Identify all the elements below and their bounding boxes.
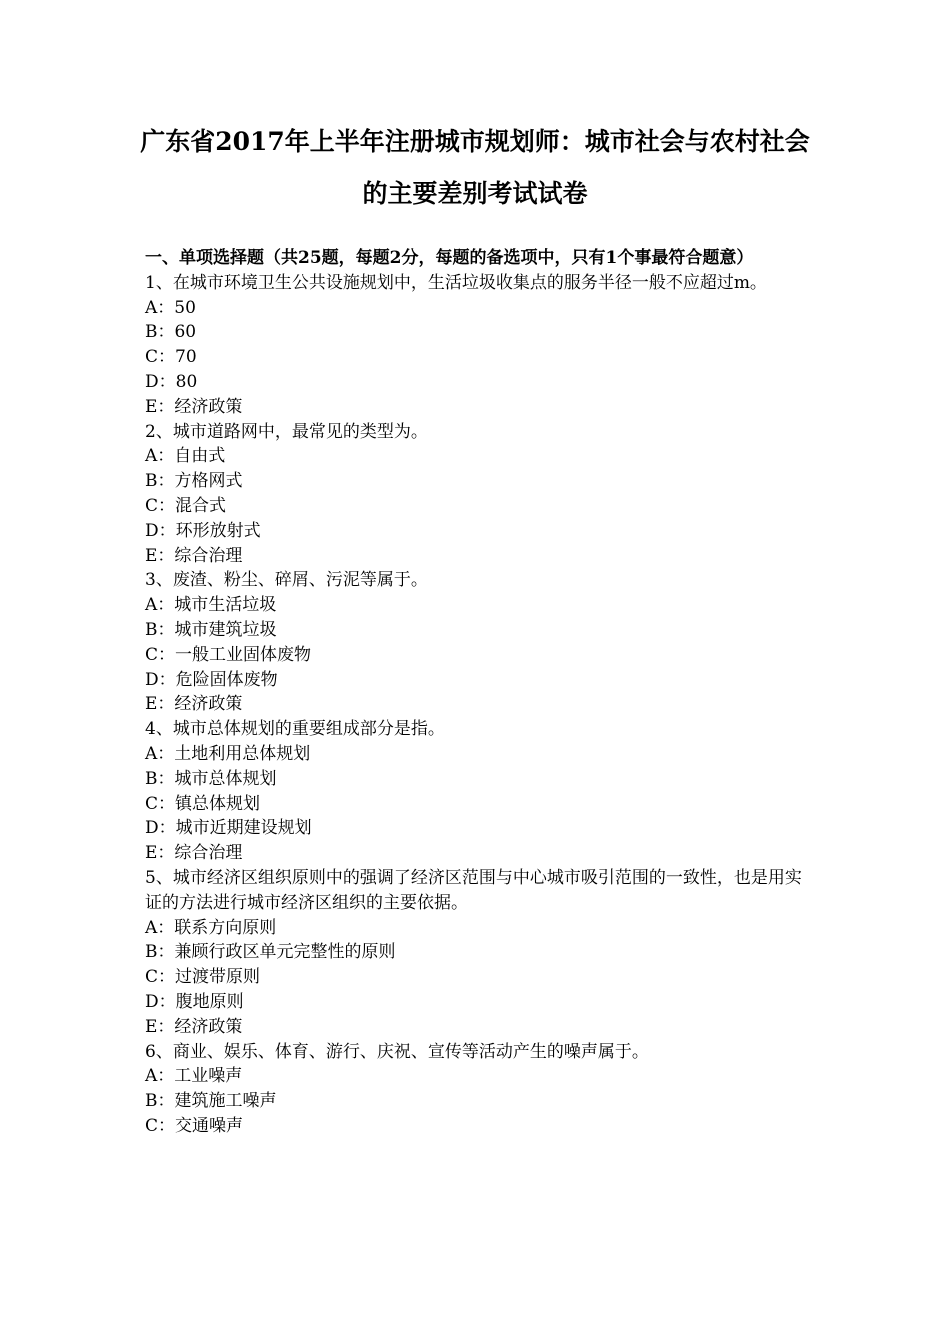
answer-option: C：交通噪声	[145, 1115, 244, 1136]
answer-option: D：环形放射式	[145, 520, 261, 541]
answer-option: C：70	[145, 347, 197, 368]
document-body	[145, 246, 810, 1139]
question-stem: 4、城市总体规划的重要组成部分是指。	[145, 719, 445, 740]
answer-option: B：城市建筑垃圾	[145, 619, 277, 640]
question-stem: 2、城市道路网中，最常见的类型为。	[145, 421, 428, 442]
answer-option: E：综合治理	[145, 545, 243, 566]
question-stem: 1、在城市环境卫生公共设施规划中，生活垃圾收集点的服务半径一般不应超过m。	[145, 272, 767, 293]
answer-option: D：城市近期建设规划	[145, 818, 312, 839]
question-stem: 5、城市经济区组织原则中的强调了经济区范围与中心城市吸引范围的一致性，也是用实证的方法进行城市经济区组织的主要依据。	[145, 867, 802, 913]
answer-option: E：经济政策	[145, 694, 243, 715]
question-5	[145, 866, 810, 1040]
answer-option: A：工业噪声	[145, 1066, 243, 1087]
question-2	[145, 420, 810, 569]
answer-option: E：综合治理	[145, 843, 243, 864]
answer-option: B：兼顾行政区单元完整性的原则	[145, 942, 396, 963]
question-6	[145, 1040, 810, 1139]
answer-option: A：联系方向原则	[145, 917, 277, 938]
question-stem: 6、商业、娱乐、体育、游行、庆祝、宣传等活动产生的噪声属于。	[145, 1041, 649, 1062]
answer-option: A：自由式	[145, 446, 226, 467]
question-1	[145, 271, 810, 420]
answer-option: C：过渡带原则	[145, 967, 261, 988]
answer-option: B：建筑施工噪声	[145, 1091, 277, 1112]
section-heading: 一、单项选择题（共25题，每题2分，每题的备选项中，只有1个事最符合题意）	[145, 248, 754, 268]
answer-option: E：经济政策	[145, 396, 243, 417]
answer-option: A：土地利用总体规划	[145, 743, 311, 764]
answer-option: E：经济政策	[145, 1016, 243, 1037]
answer-option: C：混合式	[145, 495, 227, 516]
answer-option: A：城市生活垃圾	[145, 595, 277, 616]
answer-option: C：一般工业固体废物	[145, 644, 312, 665]
answer-option: B：方格网式	[145, 471, 243, 492]
question-4	[145, 717, 810, 866]
answer-option: D：危险固体废物	[145, 669, 278, 690]
answer-option: B：60	[145, 322, 197, 343]
answer-option: D：80	[145, 371, 198, 392]
question-stem: 3、废渣、粉尘、碎屑、污泥等属于。	[145, 570, 428, 591]
document-title: 广东省2017年上半年注册城市规划师：城市社会与农村社会的主要差别考试试卷	[140, 127, 810, 208]
question-3	[145, 568, 810, 717]
answer-option: A：50	[145, 297, 196, 318]
answer-option: C：镇总体规划	[145, 793, 261, 814]
answer-option: D：腹地原则	[145, 991, 244, 1012]
answer-option: B：城市总体规划	[145, 768, 277, 789]
